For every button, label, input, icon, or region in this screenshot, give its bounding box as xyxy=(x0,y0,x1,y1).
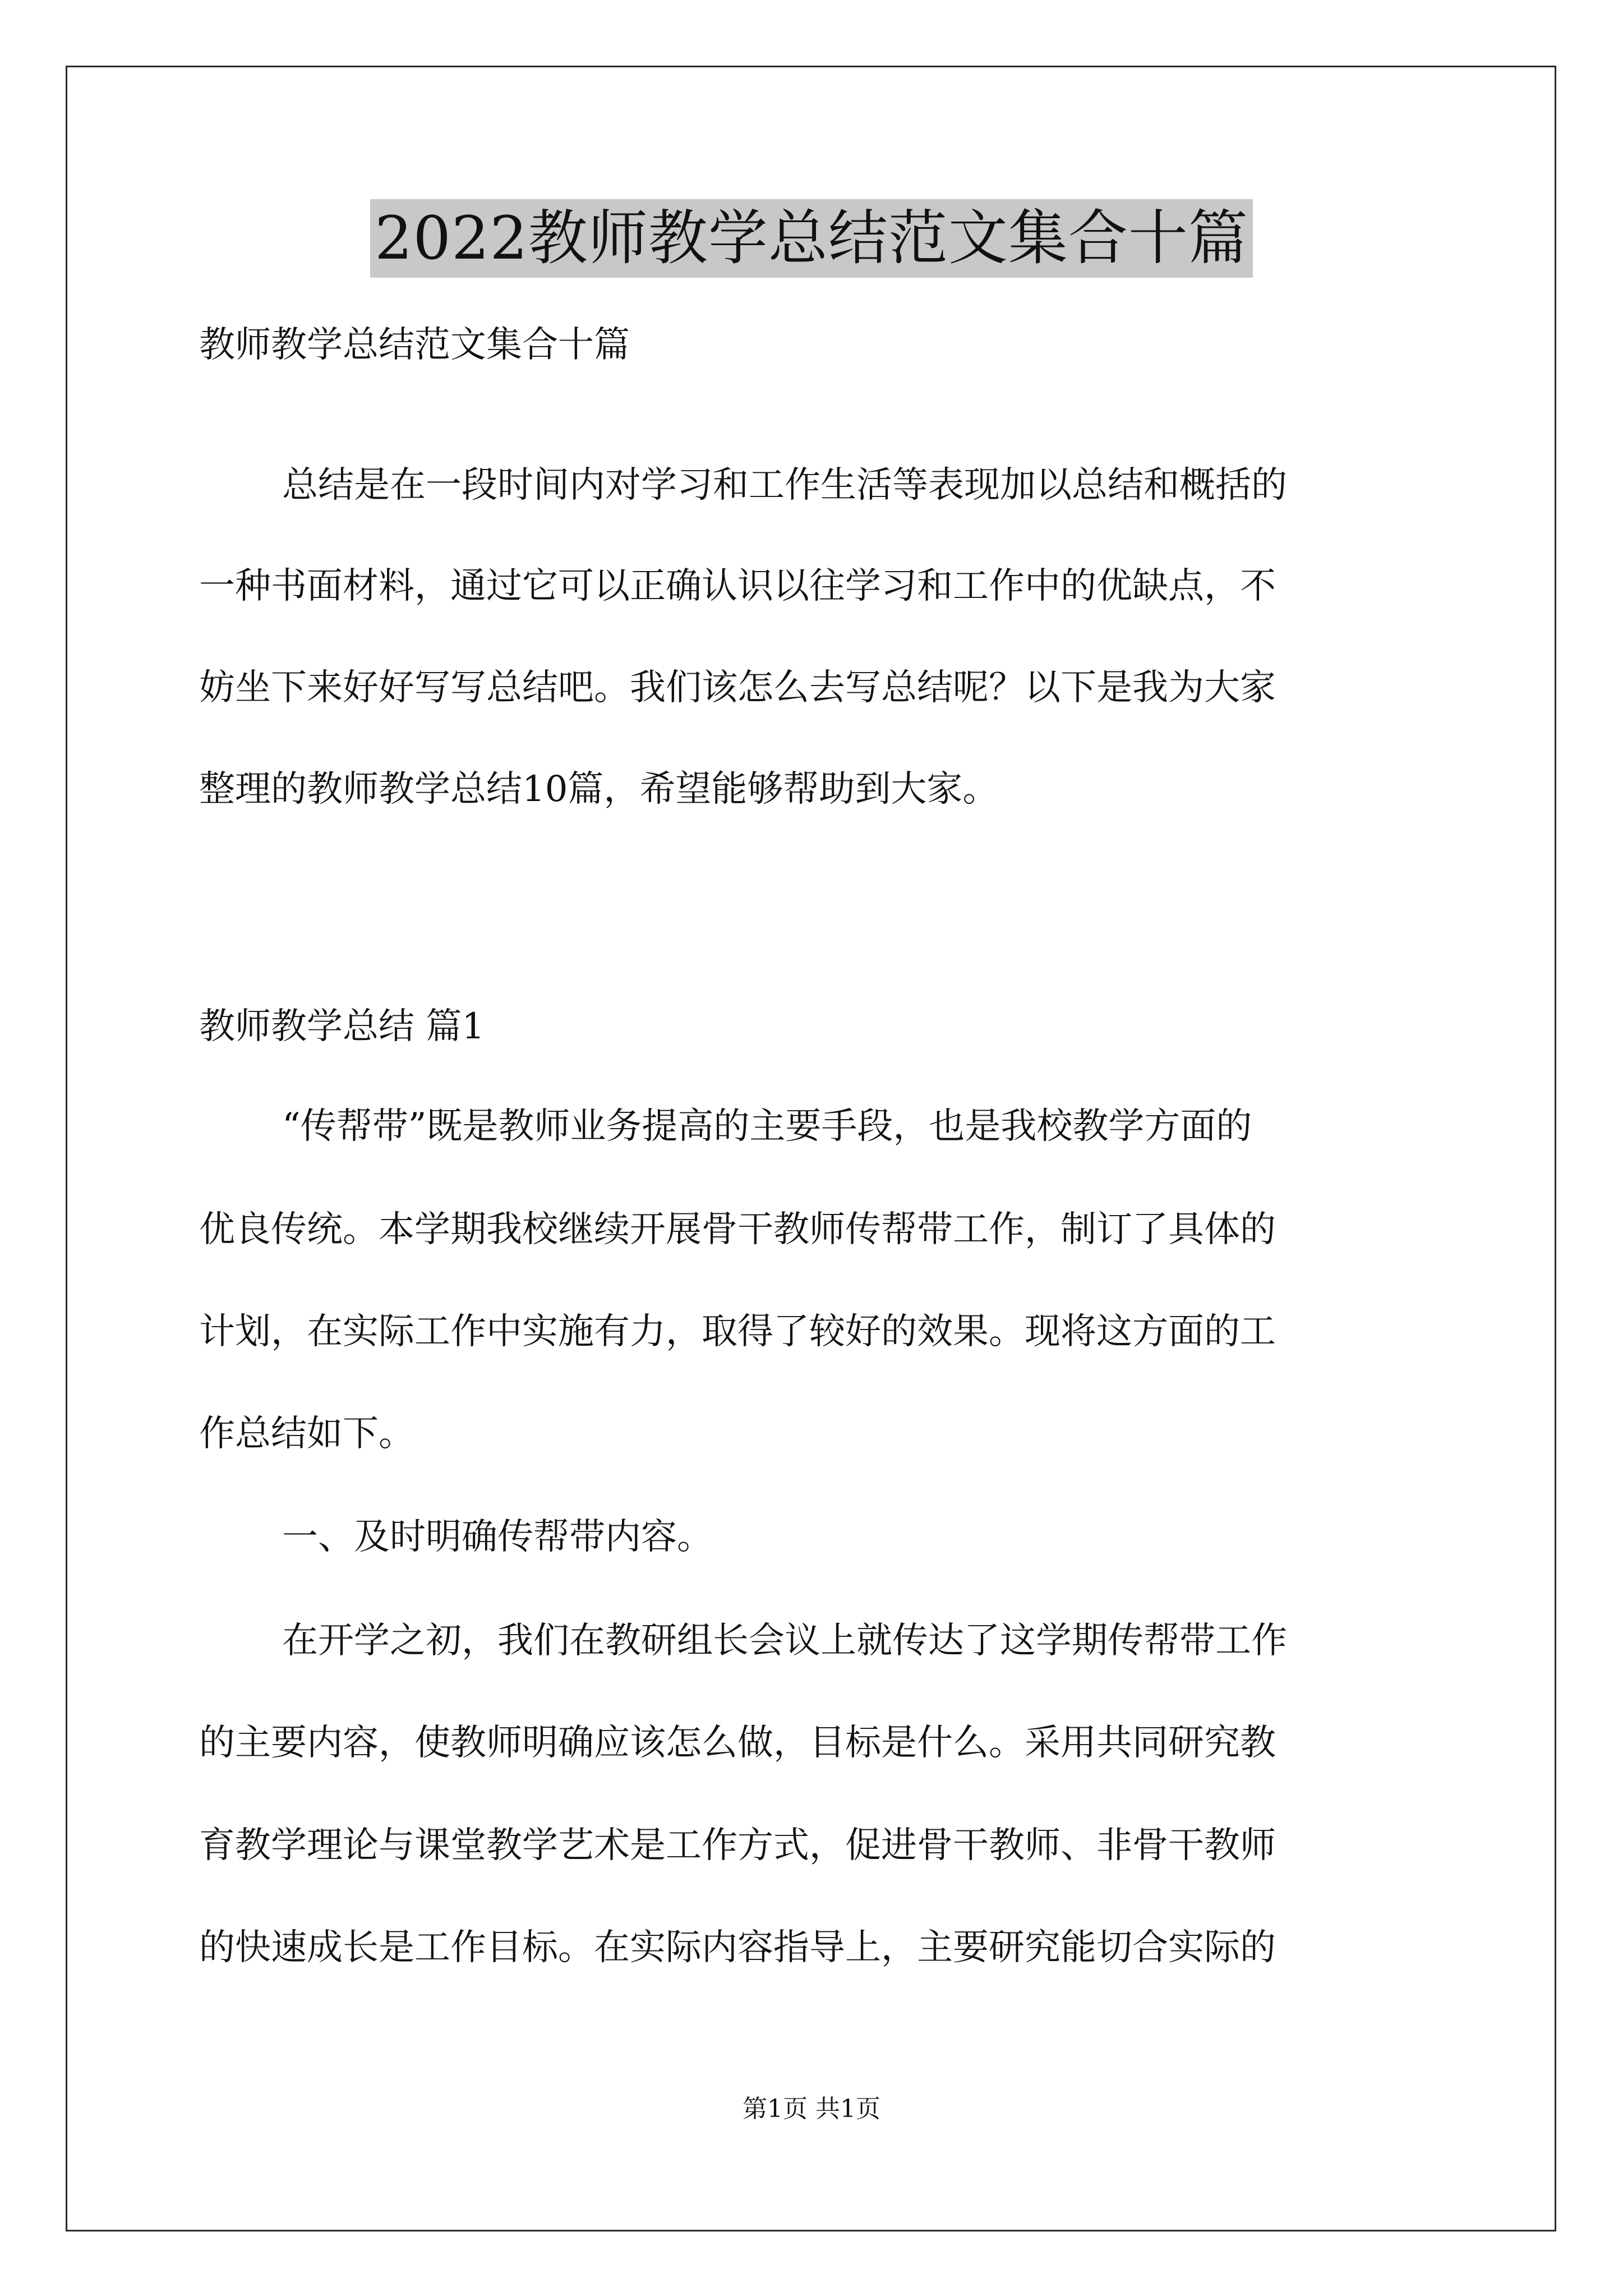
paragraph-line: “传帮带”既是教师业务提高的主要手段，也是我校教学方面的 xyxy=(282,1106,1252,1147)
paragraph-line: 妨坐下来好好写写总结吧。我们该怎么去写总结呢？以下是我为大家 xyxy=(199,667,1276,708)
paragraph-line: 优良传统。本学期我校继续开展骨干教师传帮带工作，制订了具体的 xyxy=(199,1209,1276,1250)
title-container xyxy=(0,199,1623,278)
subheading-line: 一、及时明确传帮带内容。 xyxy=(282,1516,713,1558)
paragraph-line: 的快速成长是工作目标。在实际内容指导上，主要研究能切合实际的 xyxy=(199,1927,1276,1968)
subtitle-line: 教师教学总结范文集合十篇 xyxy=(199,324,630,366)
paragraph-line: 总结是在一段时间内对学习和工作生活等表现加以总结和概括的 xyxy=(282,464,1287,506)
paragraph-line: 整理的教师教学总结10篇，希望能够帮助到大家。 xyxy=(199,769,999,810)
page-footer: 第1页 共1页 xyxy=(743,2095,880,2123)
section-heading: 教师教学总结 篇1 xyxy=(199,1006,485,1047)
paragraph-line: 育教学理论与课堂教学艺术是工作方式，促进骨干教师、非骨干教师 xyxy=(199,1825,1276,1866)
paragraph-line: 在开学之初，我们在教研组长会议上就传达了这学期传帮带工作 xyxy=(282,1620,1287,1662)
paragraph-line: 计划，在实际工作中实施有力，取得了较好的效果。现将这方面的工 xyxy=(199,1311,1276,1352)
paragraph-line: 的主要内容，使教师明确应该怎么做，目标是什么。采用共同研究教 xyxy=(199,1722,1276,1764)
paragraph-line: 一种书面材料，通过它可以正确认识以往学习和工作中的优缺点，不 xyxy=(199,565,1276,607)
paragraph-line: 作总结如下。 xyxy=(199,1413,414,1455)
document-title: 2022教师教学总结范文集合十篇 xyxy=(370,199,1253,278)
